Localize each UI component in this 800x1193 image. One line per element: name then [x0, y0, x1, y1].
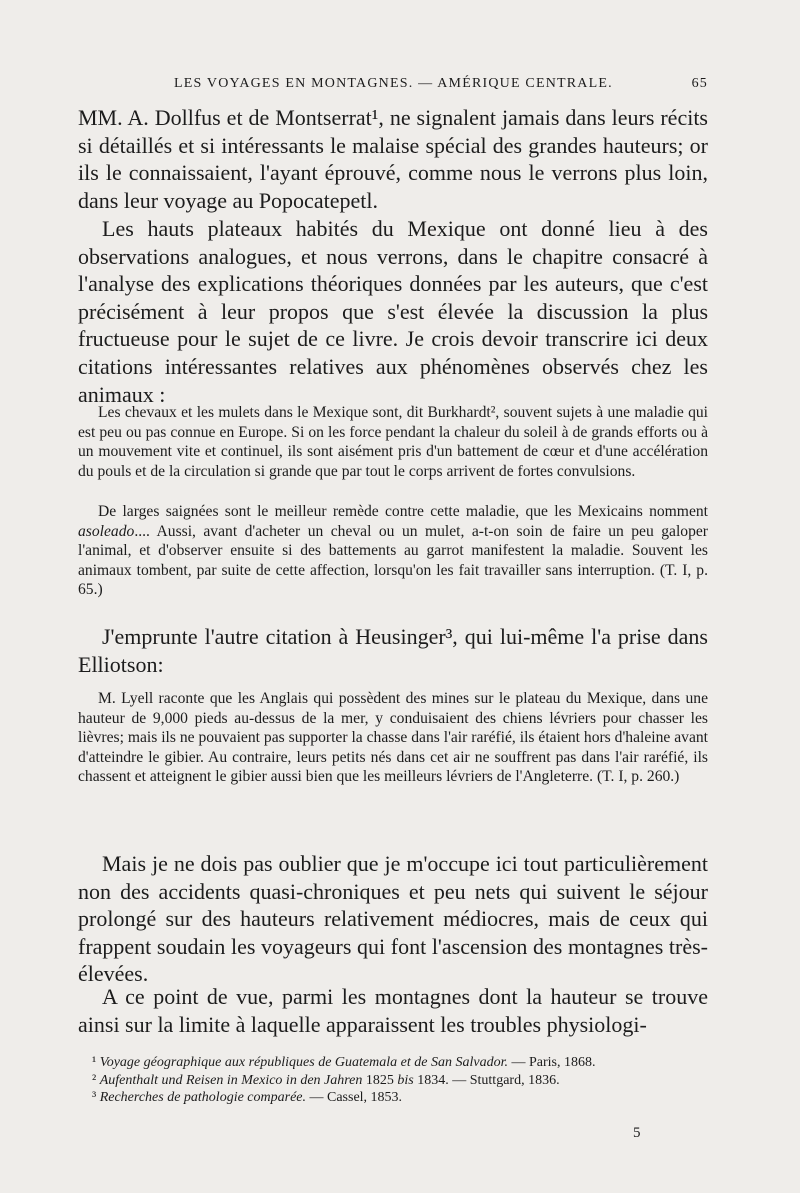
paragraph-4: Mais je ne dois pas oublier que je m'occupe ici tout particulièrement non des accidents quasi-chroniques et peu nets qui suivent le séjour prolongé sur des hauteurs relativement médiocres, mais de ceux qui frappent soudain les voyageurs qui font l'ascension des montagnes très-élevées. [78, 851, 708, 987]
quote-2-emphasis: asoleado [78, 522, 135, 540]
footnote-3 [78, 1089, 708, 1107]
paragraph-3-block [78, 623, 708, 678]
footnote-2-bis: bis [397, 1072, 414, 1088]
paragraph-2: Les hauts plateaux habités du Mexique ont donné lieu à des observations analogues, et nous verrons, dans le chapitre consacré à l'analyse des explications théoriques données par les auteurs, que c'est précisément à leur propos que s'est élevée la discussion la plus fructueuse pour le sujet de ce livre. Je crois devoir transcrire ici deux citations intéressantes relatives aux phénomènes observés chez les animaux : [78, 216, 708, 407]
quote-3-block [78, 689, 708, 787]
footnote-2-rest: 1834. — Stuttgard, 1836. [413, 1072, 560, 1088]
running-head-title: LES VOYAGES EN MONTAGNES. — AMÉRIQUE CENTRALE. [174, 76, 613, 91]
footnote-2 [78, 1072, 708, 1090]
footnote-1-title: Voyage géographique aux républiques de Guatemala et de San Salvador. [99, 1055, 508, 1070]
paragraph-2-block [78, 215, 708, 408]
paragraph-1-block [78, 104, 708, 214]
footnote-3-title: Recherches de pathologie comparée. [99, 1090, 306, 1106]
signature-mark: 5 [633, 1125, 641, 1141]
footnote-1-number: ¹ [92, 1055, 97, 1070]
quote-2-block [78, 502, 708, 600]
paragraph-1: MM. A. Dollfus et de Montserrat¹, ne signalent jamais dans leurs récits si détaillés et si intéressants le malaise spécial des grandes hauteurs; or ils le connaissaient, l'ayant éprouvé, comme nous le verrons plus loin, dans leur voyage au Popocatepetl. [78, 105, 708, 213]
footnote-1-rest: — Paris, 1868. [507, 1055, 596, 1070]
paragraph-4-block [78, 850, 708, 988]
footnote-2-title: Aufenthalt und Reisen in Mexico in den Jahren [99, 1072, 363, 1088]
footnote-2-years: 1825 [362, 1072, 398, 1088]
quote-3: M. Lyell raconte que les Anglais qui possèdent des mines sur le plateau du Mexique, dans une hauteur de 9,000 pieds au-dessus de la mer, y conduisaient des chiens lévriers pour chasser les lièvres; mais ils ne pouvaient pas supporter la chasse dans l'air raréfié, ils étaient hors d'haleine avant d'atteindre le gibier. Au contraire, leurs petits nés dans cet air ne souffrent pas dans l'air raréfié, ils chassent et atteignent le gibier aussi bien que les meilleurs lévriers de l'Angleterre. (T. I, p. 260.) [78, 690, 708, 785]
footnote-1 [78, 1054, 708, 1072]
footnote-2-number: ² [92, 1072, 97, 1088]
paragraph-5: A ce point de vue, parmi les montagnes dont la hauteur se trouve ainsi sur la limite à laquelle apparaissent les troubles physiologi- [78, 984, 708, 1037]
footnote-3-number: ³ [92, 1090, 97, 1106]
page-number: 65 [691, 76, 708, 91]
footnotes [78, 1054, 708, 1107]
quote-2 [78, 502, 708, 600]
footnote-3-rest: — Cassel, 1853. [306, 1090, 403, 1106]
quote-2-part-b: .... Aussi, avant d'acheter un cheval ou un mulet, a-t-on soin de faire un peu galoper l'animal, et d'observer ensuite si des battements au garrot manifestent la maladie. Souvent les animaux tombent, par suite de cette affection, lorsqu'on les fait travailler sans interruption. (T. I, p. 65.) [78, 522, 708, 598]
paragraph-3: J'emprunte l'autre citation à Heusinger³, qui lui-même l'a prise dans Elliotson: [78, 624, 708, 677]
quote-2-part-a: De larges saignées sont le meilleur remède contre cette maladie, que les Mexicains nomment [98, 503, 708, 520]
quote-1-block [78, 403, 708, 481]
paragraph-5-block [78, 983, 708, 1038]
quote-1: Les chevaux et les mulets dans le Mexique sont, dit Burkhardt², souvent sujets à une maladie qui est peu ou pas connue en Europe. Si on les force pendant la chaleur du soleil à de grands efforts ou à un mouvement vite et continuel, ils sont aisément pris d'un battement de cœur et d'une accélération du pouls et de la circulation si grande que par tout le corps arrivent de fortes convulsions. [78, 404, 708, 480]
